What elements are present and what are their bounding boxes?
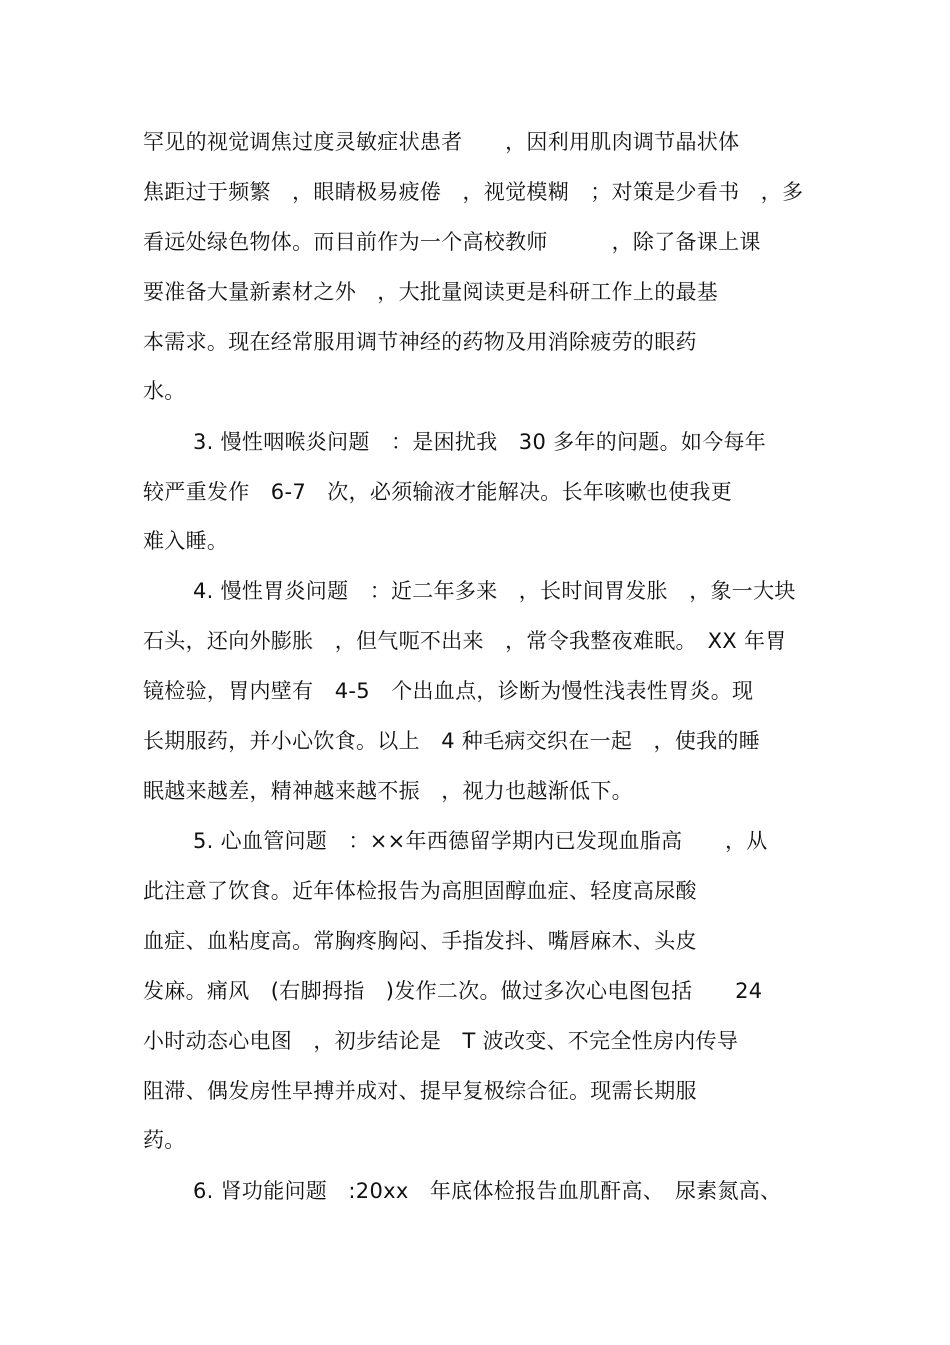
text-line: 阻滞、偶发房性早搏并成对、提早复极综合征。现需长期服	[143, 1079, 697, 1103]
text-line: 眠越来越差，精神越来越不振 ，视力也越渐低下。	[143, 779, 633, 803]
text-line: 罕见的视觉调焦过度灵敏症状患者 ，因利用肌肉调节晶状体	[143, 130, 740, 154]
text-line: 药。	[143, 1128, 186, 1152]
text-line: 镜检验，胃内壁有 4-5 个出血点，诊断为慢性浅表性胃炎。现	[143, 679, 754, 703]
text-line: 石头，还向外膨胀 ，但气呃不出来 ，常令我整夜难眠。 XX 年胃	[143, 629, 787, 653]
text-line: 本需求。现在经常服用调节神经的药物及用消除疲劳的眼药	[143, 330, 697, 354]
text-line: 看远处绿色物体。而目前作为一个高校教师 ，除了备课上课	[143, 230, 761, 254]
text-line: 较严重发作 6-7 次，必须输液才能解决。长年咳嗽也使我更	[143, 480, 732, 504]
text-line: 发麻。痛风 (右脚拇指 )发作二次。做过多次心电图包括 24	[143, 979, 763, 1003]
paragraph-start: 5. 心血管问题 ：××年西德留学期内已发现血脂高 ，从	[193, 829, 768, 853]
text-line: 长期服药，并小心饮食。以上 4 种毛病交织在一起 ，使我的睡	[143, 729, 761, 753]
paragraph-start: 3. 慢性咽喉炎问题 ：是困扰我 30 多年的问题。如今每年	[193, 430, 767, 454]
text-line: 水。	[143, 379, 186, 403]
text-line: 此注意了饮食。近年体检报告为高胆固醇血症、轻度高尿酸	[143, 879, 697, 903]
paragraph-start: 6. 肾功能问题 :20xx 年底体检报告血肌酐高、 尿素氮高、	[193, 1179, 782, 1203]
paragraph-start: 4. 慢性胃炎问题 ：近二年多来 ，长时间胃发胀 ，象一大块	[193, 579, 796, 603]
text-line: 难入睡。	[143, 529, 229, 553]
text-line: 小时动态心电图 ，初步结论是 T 波改变、不完全性房内传导	[143, 1029, 739, 1053]
text-line: 焦距过于频繁 ，眼睛极易疲倦 ，视觉模糊 ；对策是少看书 ，多	[143, 180, 804, 204]
text-line: 血症、血粘度高。常胸疼胸闷、手指发抖、嘴唇麻木、头皮	[143, 929, 697, 953]
text-line: 要准备大量新素材之外 ，大批量阅读更是科研工作上的最基	[143, 280, 719, 304]
